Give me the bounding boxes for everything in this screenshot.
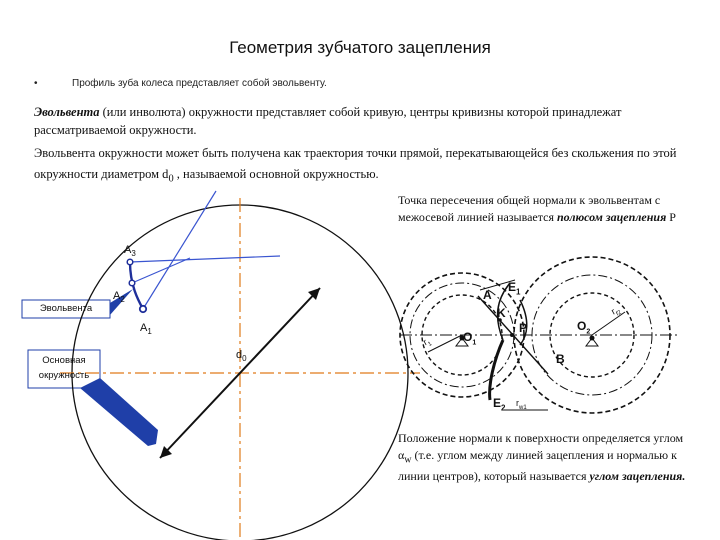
label-rw1: $r_{w1}$ [516,398,527,411]
pressure-angle-mid: (т.е. углом между линией зацепления и нормалью к линии центров), который называется [398,448,677,484]
base-circle-callout-line2: окружность [38,370,90,381]
label-A: A [483,288,492,302]
involute-definition-text: (или инволюта) окружности представляет собой кривую, центры кривизны которой принадлежат рассматриваемой окружности. [34,105,622,137]
page-title: Геометрия зубчатого зацепления [229,38,491,57]
pressure-angle-term: углом зацепления. [589,469,686,484]
involute-callout-text: Эвольвента [39,303,93,314]
label-a1: $A_1$ [140,322,152,337]
label-E2: $E_2$ [493,396,506,413]
label-d0: $d_0$ [236,349,247,364]
point-p [510,333,514,337]
pressure-angle-text: Положение нормали к поверхности определяется углом α [398,431,684,462]
involute-construction-text: Эвольвента окружности может быть получена как траектория точки прямой, перекатывающейся без скольжения по этой окружности диаметром d [34,146,677,181]
bullet-text: Профиль зуба колеса представляет собой эвольвенту. [72,78,327,89]
gear1-radius-line [428,335,462,352]
label-rf2: $r_{f2}$ [609,306,623,318]
label-K: K [497,306,506,320]
label-B: B [556,352,565,366]
label-r1: $r_1$ [421,336,434,349]
label-P: P [519,321,528,335]
label-a2: $A_2$ [113,290,125,305]
involute-construction-tail: , называемой основной окружностью. [173,167,379,181]
label-E1: $E_1$ [508,280,521,297]
d0-subscript: 0 [168,173,174,185]
alpha-w-subscript: w [404,454,412,466]
label-O1: $O_1$ [463,330,477,347]
involute-term: Эвольвента [34,105,100,119]
base-circle-callout-line1: Основная [42,355,86,366]
pitch-point-text: Точка пересечения общей нормали к эвольвентам с межосевой линией называется [398,193,661,224]
label-O2: $O_2$ [577,319,591,336]
pitch-point-tail: P [666,210,676,224]
gear2-center-symbol [586,336,598,347]
pitch-point-term: полюсом зацепления [556,210,667,224]
label-a3: $A_3$ [124,244,136,259]
bullet-marker: • [34,78,38,89]
